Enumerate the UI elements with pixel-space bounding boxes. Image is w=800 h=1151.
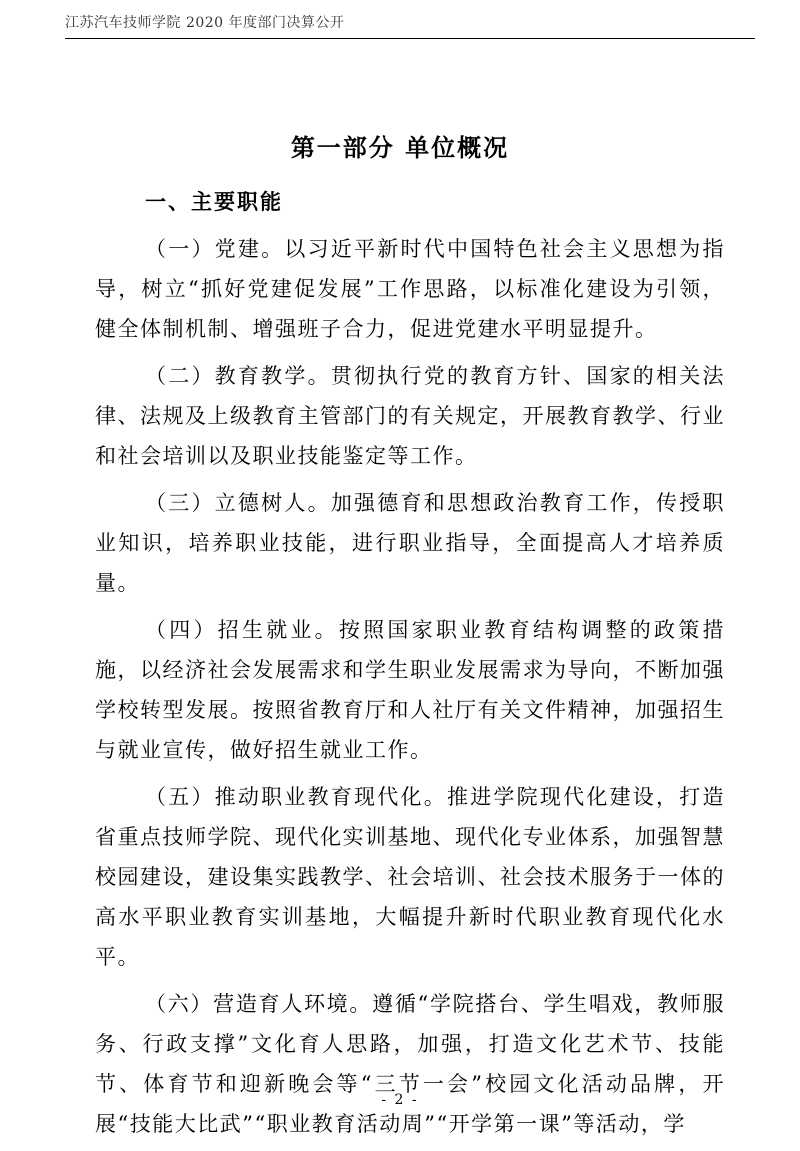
paragraph-modernization: （五）推动职业教育现代化。推进学院现代化建设，打造省重点技师学院、现代化实训基地、现代化专业体系，加强智慧校园建设，建设集实践教学、社会培训、社会技术服务于一体的高水平职业教育实训基地，大幅提升新时代职业教育现代化水平。 <box>95 785 725 969</box>
paragraph-teaching: （二）教育教学。贯彻执行党的教育方针、国家的相关法律、法规及上级教育主管部门的有关规定，开展教育教学、行业和社会培训以及职业技能鉴定等工作。 <box>95 364 725 468</box>
header-divider <box>65 38 755 39</box>
body-text <box>95 229 725 1151</box>
paragraph-environment: （六）营造育人环境。遵循“学院搭台、学生唱戏，教师服务、行政支撑”文化育人思路，加强，打造文化艺术节、技能节、体育节和迎新晚会等“三节一会”校园文化活动品牌，开展“技能大比武”“职业教育活动周”“开学第一课”等活动，学 <box>95 992 725 1136</box>
paragraph-enrollment: （四）招生就业。按照国家职业教育结构调整的政策措施，以经济社会发展需求和学生职业发展需求为导向，不断加强学校转型发展。按照省教育厅和人社厅有关文件精神，加强招生与就业宣传，做好招生就业工作。 <box>95 618 725 762</box>
paragraph-party-building: （一）党建。以习近平新时代中国特色社会主义思想为指导，树立“抓好党建促发展”工作思路，以标准化建设为引领，健全体制机制、增强班子合力，促进党建水平明显提升。 <box>95 237 725 341</box>
paragraph-moral-education: （三）立德树人。加强德育和思想政治教育工作，传授职业知识，培养职业技能，进行职业指导，全面提高人才培养质量。 <box>95 491 725 595</box>
running-header: 江苏汽车技师学院 2020 年度部门决算公开 <box>65 15 345 31</box>
section-heading: 一、主要职能 <box>145 190 283 214</box>
page-number: - 2 - <box>381 1092 419 1108</box>
page-title: 第一部分 单位概况 <box>290 134 510 162</box>
